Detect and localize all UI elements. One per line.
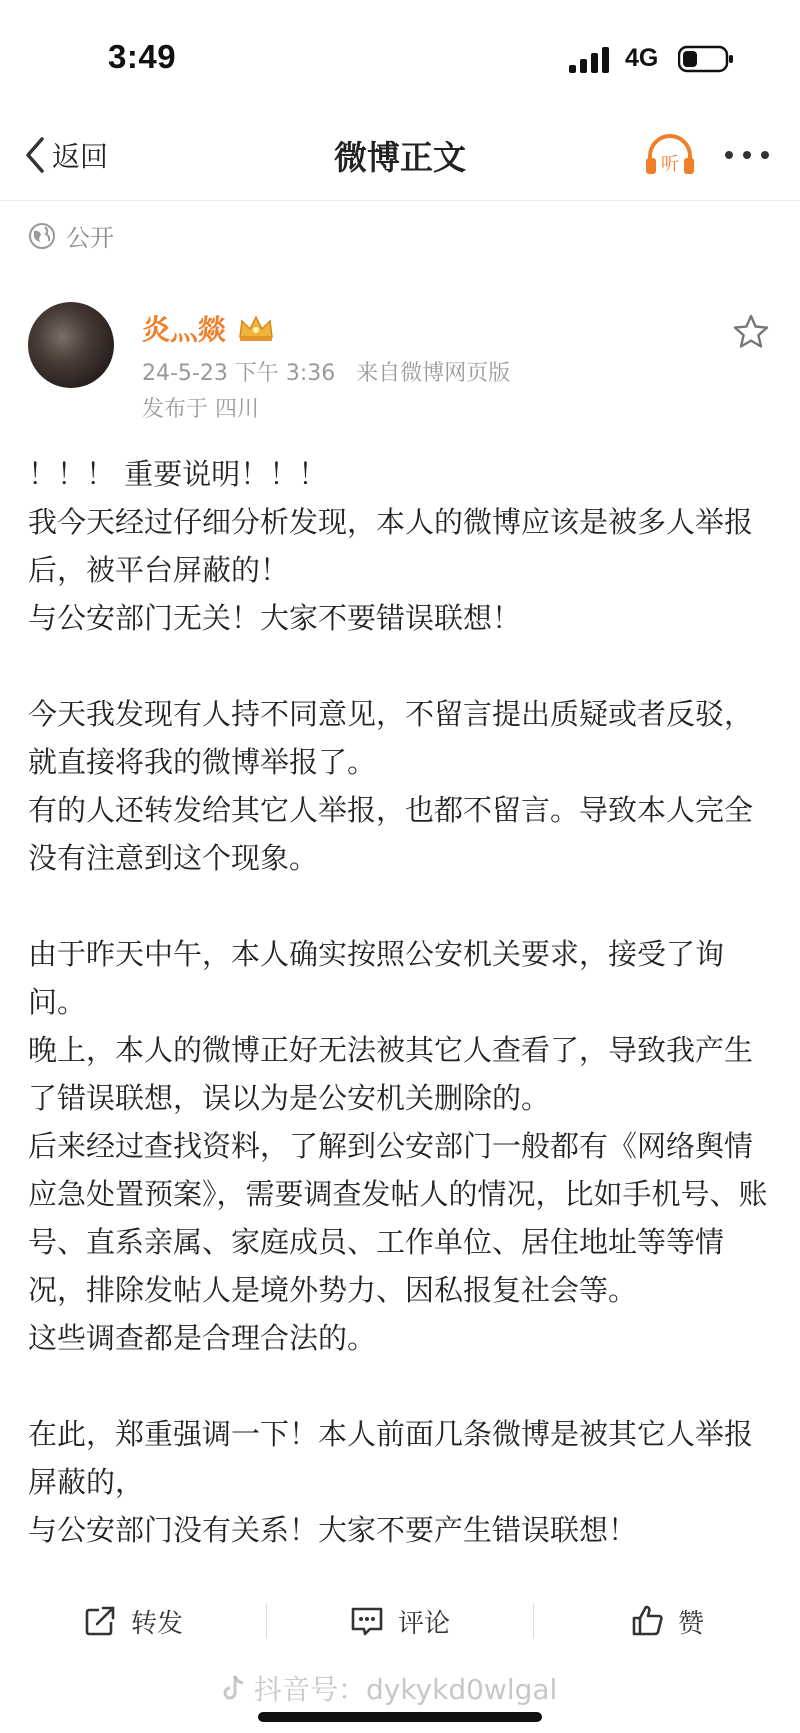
post-meta [142, 356, 524, 387]
status-time: 3:49 [108, 38, 177, 75]
watermark-text: 抖音号：dykykd0wlgal [254, 1673, 558, 1706]
paragraph-gap [28, 1362, 774, 1410]
post-date: 24-5-23 下午 3:36 [142, 361, 336, 386]
star-favorite-icon[interactable] [732, 313, 770, 351]
status-bar [0, 0, 800, 110]
signal-icon [569, 47, 611, 75]
like-button[interactable] [534, 1580, 800, 1662]
more-icon[interactable] [722, 140, 772, 170]
post-source: 来自微博网页版 [356, 361, 511, 386]
headphones-listen-icon[interactable] [644, 132, 696, 178]
post-paragraph: 由于昨天中午，本人确实按照公安机关要求，接受了询问。 晚上，本人的微博正好无法被其它人查看了，导致我产生了错误联想，误以为是公安机关删除的。 后来经过查找资料，了解到公安部门一般都有《网络舆情应急处置预案》，需要调查发帖人的情况，比如手机号、账号、直系亲属、家庭成员、工作单位、居住地址等等情况，排除发帖人是境外势力、因私报复社会等。 这些调查都是合理合法的。 [28, 937, 768, 1355]
nav-bar [0, 110, 800, 201]
watermark [218, 1668, 557, 1708]
comment-icon [350, 1604, 384, 1638]
visibility-label: 公开 [66, 224, 114, 252]
author-name[interactable] [142, 308, 276, 348]
comment-button[interactable] [267, 1580, 533, 1662]
crown-badge-icon [236, 313, 276, 343]
visibility-indicator [28, 218, 114, 253]
comment-label: 评论 [397, 1608, 450, 1639]
paragraph-gap [28, 642, 774, 690]
post-paragraph: 今天我发现有人持不同意见，不留言提出质疑或者反驳，就直接将我的微博举报了。 有的人还转发给其它人举报，也都不留言。导致本人完全没有注意到这个现象。 [28, 697, 754, 875]
post-paragraph: ！！！ 重要说明！！！ 我今天经过仔细分析发现，本人的微博应该是被多人举报后，被平台屏蔽的！ 与公安部门无关！大家不要错误联想！ [28, 457, 754, 635]
username-text: 炎灬燚 [142, 313, 227, 346]
listen-label: 听 [661, 154, 679, 175]
like-label: 赞 [677, 1608, 704, 1639]
avatar[interactable] [28, 302, 114, 388]
repost-label: 转发 [130, 1608, 183, 1639]
globe-icon [28, 222, 56, 250]
action-bar [0, 1580, 800, 1662]
thumbs-up-icon [630, 1604, 664, 1638]
share-icon [83, 1604, 117, 1638]
tiktok-logo-icon [218, 1673, 248, 1703]
battery-icon [678, 45, 734, 73]
post-paragraph: 在此，郑重强调一下！本人前面几条微博是被其它人举报屏蔽的， 与公安部门没有关系！大家不要产生错误联想！ [28, 1417, 754, 1547]
network-type: 4G [625, 44, 659, 72]
page-title: 微博正文 [334, 138, 466, 177]
repost-button[interactable] [0, 1580, 266, 1662]
home-indicator[interactable] [258, 1712, 542, 1722]
back-label: 返回 [52, 140, 109, 173]
post-body [28, 450, 774, 1554]
post-location: 发布于 四川 [142, 397, 259, 422]
paragraph-gap [28, 882, 774, 930]
